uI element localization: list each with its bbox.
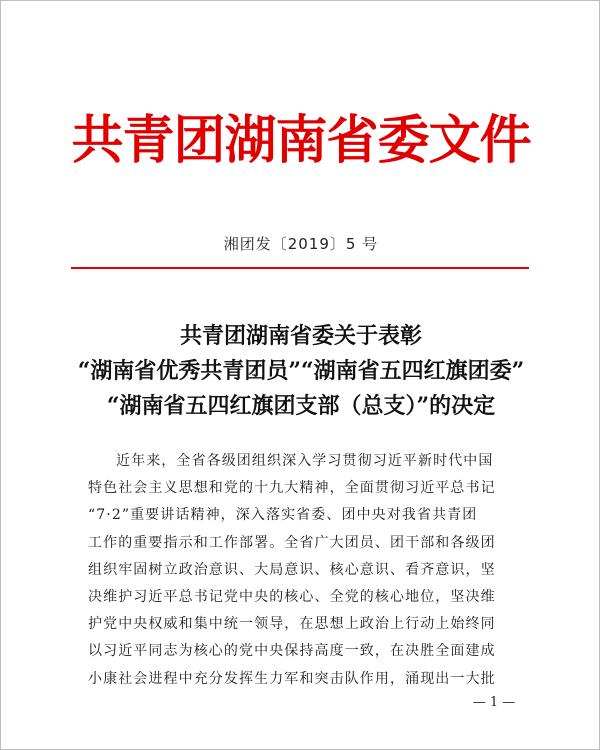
body-line: 护党中央权威和集中统一领导，在思想上政治上行动上始终同 [88,616,496,633]
title-line-2: “湖南省优秀共青团员”“湖南省五四红旗团委” [77,358,525,384]
document-body [88,448,528,693]
document-header-title: 共青团湖南省委文件 [71,110,531,171]
body-line: 以习近平同志为核心的党中央保持高度一致，在决胜全面建成 [88,643,496,660]
body-line: 近年来，全省各级团组织深入学习贯彻习近平新时代中国 [116,453,494,469]
body-line: 组织牢固树立政治意识、大局意识、核心意识、看齐意识，坚 [88,561,496,578]
body-line: 工作的重要指示和工作部署。全省广大团员、团干部和各级团 [88,534,496,551]
red-divider-line [71,267,529,269]
body-line: 小康社会进程中充分发挥生力军和突击队作用，涌现出一大批 [88,670,496,687]
title-line-3: “湖南省五四红旗团支部（总支）”的决定 [106,393,496,419]
document-title [1,319,600,424]
title-line-1: 共青团湖南省委关于表彰 [179,323,422,349]
page-number: — 1 — [472,695,516,710]
body-line: 决维护习近平总书记党中央的核心、全党的核心地位，坚决维 [88,589,496,606]
body-line: 特色社会主义思想和党的十九大精神，全面贯彻习近平总书记 [88,480,496,497]
document-number: 湘团发〔2019〕5 号 [223,235,379,253]
body-line: “7·2”重要讲话精神，深入落实省委、团中央对我省共青团 [88,507,478,524]
